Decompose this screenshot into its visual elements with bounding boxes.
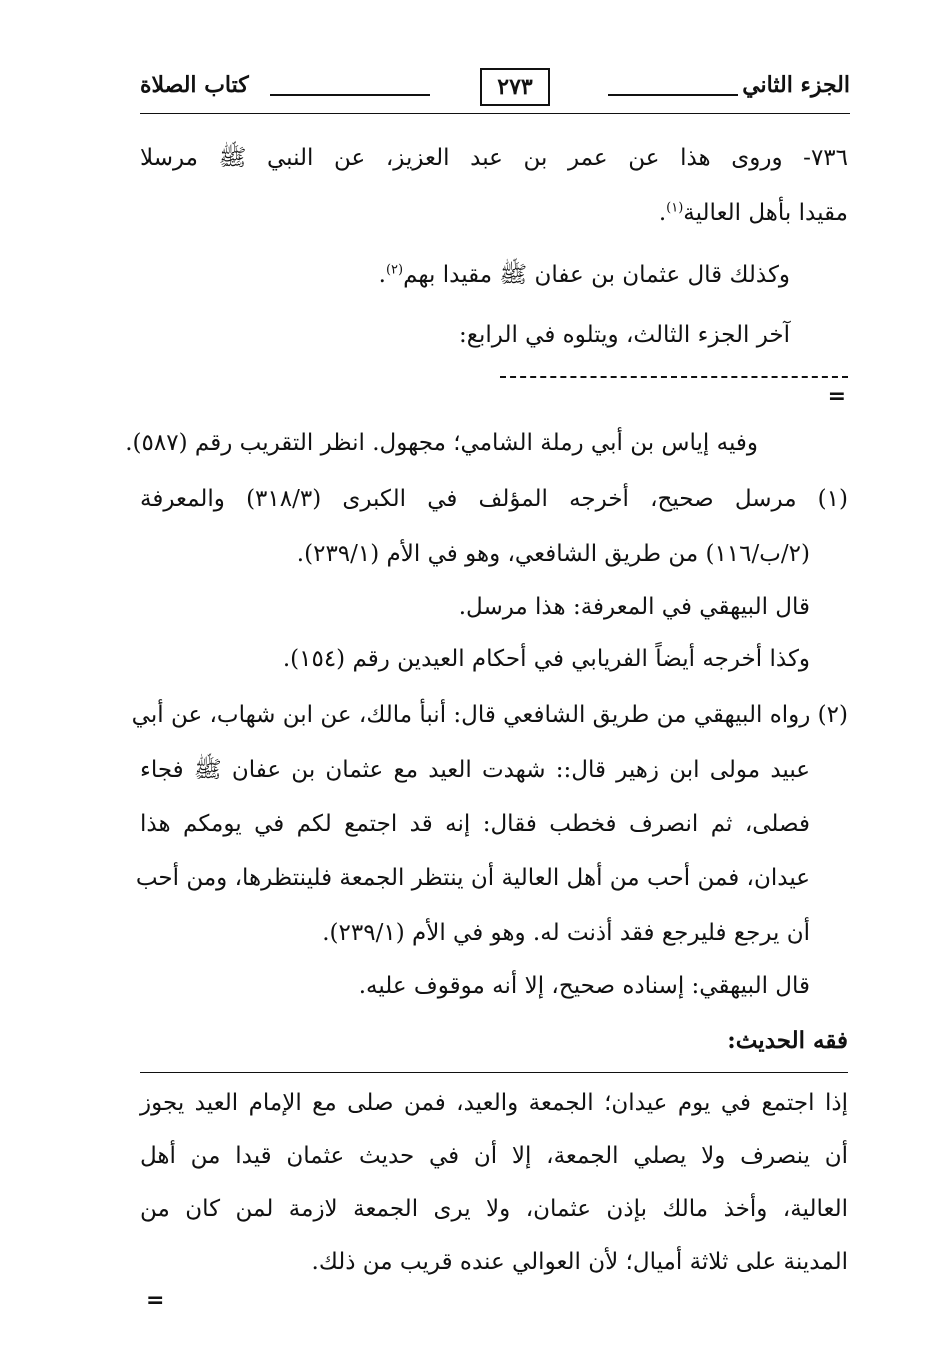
- running-header: [140, 64, 850, 116]
- header-rule-right: [608, 94, 738, 96]
- header-underline: [140, 113, 850, 114]
- hadith-736-text: مقيدا بأهل العالية: [683, 200, 848, 226]
- uthman-line: [140, 262, 790, 290]
- footnote-2-line-6: قال البيهقي: إسناده صحيح، إلا أنه موقوف عليه.: [358, 973, 810, 999]
- bottom-continuation-mark: =: [146, 1288, 165, 1313]
- volume-title: الجزء الثاني: [742, 72, 850, 98]
- hadith-736-line-1: ٧٣٦- وروى هذا عن عمر بن عبد العزيز، عن النبي ﷺ مرسلا: [140, 145, 848, 171]
- footnote-2-line-2: عبيد مولى ابن زهير قال:: شهدت العيد مع عثمان بن عفان ﷺ فجاء: [140, 757, 810, 783]
- footnote-carryover: وفيه إياس بن أبي رملة الشامي؛ مجهول. انظر التقريب رقم (٥٨٧).: [125, 430, 758, 456]
- footnote-1-line-1: (١) مرسل صحيح، أخرجه المؤلف في الكبرى (٣١٨/٣) والمعرفة: [140, 486, 848, 512]
- hadith-736-line-2: [140, 200, 848, 228]
- footnote-separator: [500, 376, 848, 378]
- footnote-2-line-5: أن يرجع فليرجع فقد أذنت له. وهو في الأم (٢٣٩/١).: [322, 920, 810, 946]
- hadith-736-period: .: [658, 200, 667, 226]
- book-title: كتاب الصلاة: [140, 72, 249, 98]
- fiqh-line-2: أن ينصرف ولا يصلي الجمعة، إلا أن في حديث عثمان قيدا من أهل: [140, 1143, 848, 1169]
- footnote-1-line-2: (٢/ب/١١٦) من طريق الشافعي، وهو في الأم (٢٣٩/١).: [296, 541, 810, 567]
- footnote-1-line-3: قال البيهقي في المعرفة: هذا مرسل.: [458, 594, 810, 620]
- fiqh-heading: فقه الحديث:: [727, 1027, 848, 1054]
- fiqh-line-4: المدينة على ثلاثة أميال؛ لأن العوالي عنده قريب من ذلك.: [311, 1249, 848, 1275]
- end-of-part-note: آخر الجزء الثالث، ويتلوه في الرابع:: [459, 322, 790, 348]
- continuation-mark: =: [827, 384, 846, 409]
- footnote-2-line-3: فصلى، ثم انصرف فخطب فقال: إنه قد اجتمع لكم في يومكم هذا: [140, 811, 810, 837]
- fiqh-line-1: إذا اجتمع في يوم عيدان؛ الجمعة والعيد، فمن صلى مع الإمام العيد يجوز: [140, 1090, 848, 1116]
- footnote-1-line-4: وكذا أخرجه أيضاً الفريابي في أحكام العيدين رقم (١٥٤).: [282, 646, 810, 672]
- uthman-text: وكذلك قال عثمان بن عفان ﷺ مقيدا بهم: [403, 262, 790, 288]
- footnote-2-line-4: عيدان، فمن أحب من أهل العالية أن ينتظر الجمعة فلينتظرها، ومن أحب: [135, 865, 810, 891]
- fiqh-line-3: العالية، وأخذ مالك بإذن عثمان، ولا يرى الجمعة لازمة لمن كان من: [140, 1196, 848, 1222]
- footnote-ref-2[interactable]: (٢): [385, 262, 404, 278]
- uthman-period: .: [378, 262, 386, 288]
- page-number: ٢٧٣: [480, 68, 550, 106]
- footnote-2-line-1: (٢) رواه البيهقي من طريق الشافعي قال: أنبأ مالك، عن ابن شهاب، عن أبي: [131, 702, 848, 728]
- footnote-ref-1[interactable]: (١): [666, 200, 684, 216]
- header-rule-left: [270, 94, 430, 96]
- section-rule: [140, 1072, 848, 1073]
